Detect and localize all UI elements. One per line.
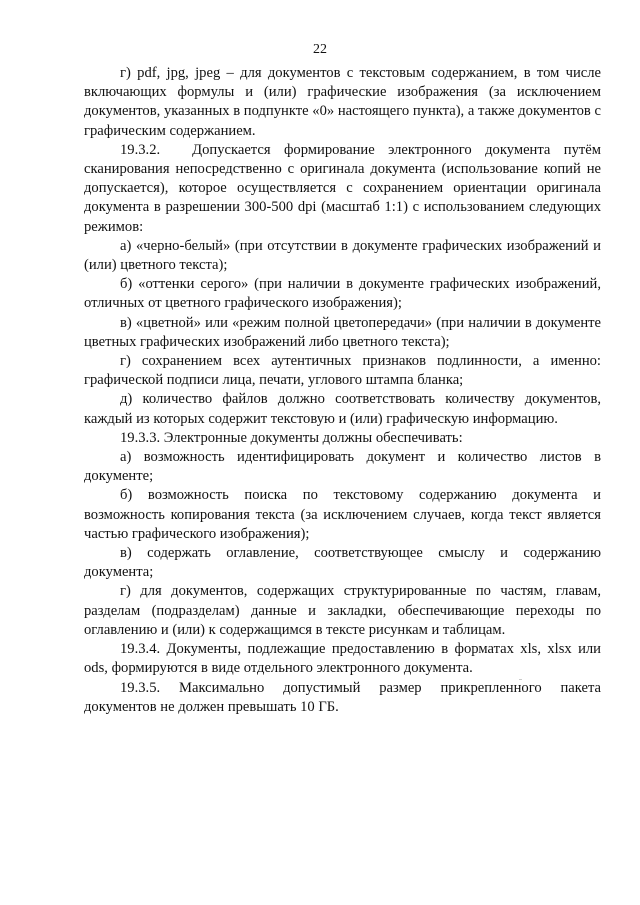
paragraph-19-3-5	[84, 679, 601, 717]
paragraph-19-3-4	[84, 640, 601, 678]
page-number: 22	[313, 42, 327, 57]
paragraph-text: г) для документов, содержащих структурированные по частям, главам, разделам (подразделам) данные и закладки, обеспечивающие переходы по оглавлению и (или) к содержащимся в тексте рисункам и таблицам.	[84, 583, 601, 638]
section-number: 19.3.3.	[120, 429, 161, 446]
paragraph-text: Документы, подлежащие предоставлению в форматах xls, xlsx или ods, формируются в виде отдельного электронного документа.	[84, 641, 601, 677]
list-item-v	[84, 544, 601, 582]
paragraph-text: Допускается формирование электронного документа путём сканирования непосредственно с оригинала документа (использование копий не допускается), которое осуществляется с сохранением ориентации оригинала документа в разрешении 300-500 dpi (масштаб 1:1) с использованием следующих режимов:	[84, 141, 601, 235]
paragraph-text: в) «цветной» или «режим полной цветопередачи» (при наличии в документе цветных графических изображений либо цветного текста);	[84, 314, 601, 350]
list-item-b	[84, 486, 601, 544]
paragraph-text: б) возможность поиска по текстовому содержанию документа и возможность копирования текста (за исключением случаев, когда текст является частью графического изображения);	[84, 487, 601, 542]
paragraph-text: д) количество файлов должно соответствовать количеству документов, каждый из которых содержит текстовую и (или) графическую информацию.	[84, 391, 601, 427]
list-item-g	[84, 582, 601, 640]
list-item-a	[84, 237, 601, 275]
paragraph-text: Электронные документы должны обеспечивать:	[163, 429, 463, 446]
paragraph-text: б) «оттенки серого» (при наличии в документе графических изображений, отличных от цветного графического изображения);	[84, 276, 601, 312]
paragraph-text: а) возможность идентифицировать документ и количество листов в документе;	[84, 449, 601, 485]
list-item-b	[84, 275, 601, 313]
paragraph-19-3-3	[84, 429, 601, 448]
scan-speck	[519, 679, 522, 680]
list-item-a	[84, 448, 601, 486]
paragraph-text: Максимально допустимый размер прикрепленного пакета документов не должен превышать 10 ГБ.	[84, 679, 601, 715]
paragraph-text: г) pdf, jpg, jpeg – для документов с текстовым содержанием, в том числе включающих формулы и (или) графические изображения (за исключением документов, указанных в подпункте «0» настоящего пункта), а также документов с графическим содержанием.	[84, 65, 601, 139]
section-number: 19.3.4.	[120, 641, 161, 658]
paragraph-text: г) сохранением всех аутентичных признаков подлинности, а именно: графической подписи лица, печати, углового штампа бланка;	[84, 353, 601, 389]
list-item-v	[84, 314, 601, 352]
section-number: 19.3.2.	[120, 141, 161, 158]
paragraph-text: а) «черно-белый» (при отсутствии в документе графических изображений и (или) цветного текста);	[84, 237, 601, 274]
paragraph-text: в) содержать оглавление, соответствующее смыслу и содержанию документа;	[84, 545, 601, 581]
list-item-g	[84, 352, 601, 390]
paragraph-pdf-formats	[84, 64, 601, 141]
document-body	[84, 64, 601, 717]
section-number: 19.3.5.	[120, 679, 161, 696]
list-item-d	[84, 390, 601, 428]
paragraph-19-3-2	[84, 141, 601, 237]
